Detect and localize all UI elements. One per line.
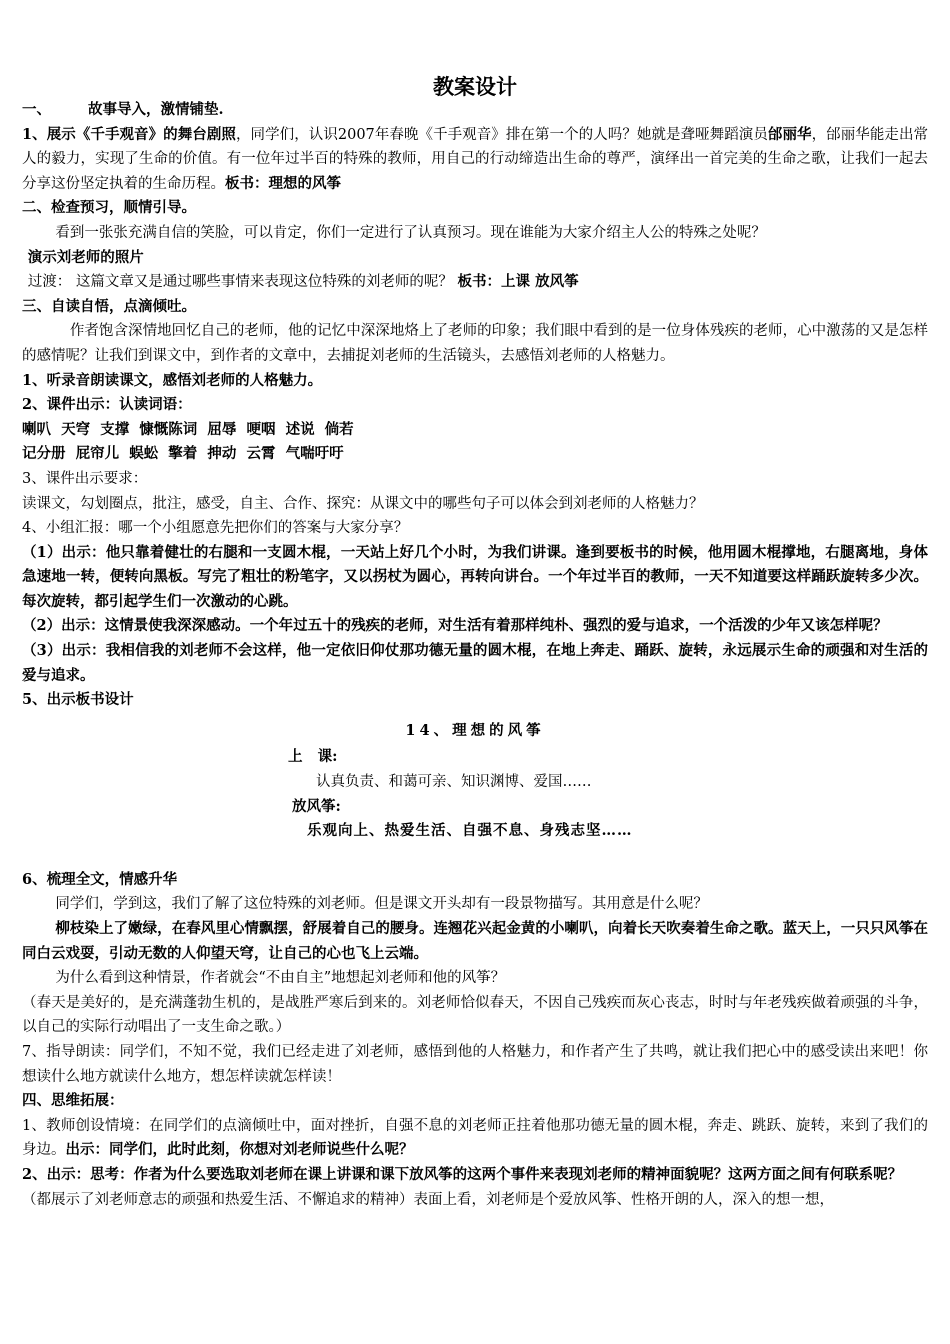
intro-body-1: ，同学们，认识2007年春晚《千手观音》排在第一个的人吗？她就是聋哑舞蹈演员 [235,126,768,143]
section-1-text: 故事导入，激情铺垫. [88,101,224,118]
quote-2: （2）出示：这情景使我深深感动。一个年过五十的残疾的老师，对生活有着那样纯朴、强烈的爱与追求，一个活泼的少年又该怎样呢？ [22,617,888,635]
vocab-line-2: 记分册 屁帘儿 蜈蚣 擎着 抻动 云霄 气喘吁吁 [22,445,344,463]
section-2-heading: 二、检查预习，顺情引导。 [22,199,196,217]
paragraph-think: 2、出示：思考：作者为什么要选取刘老师在课上讲课和课下放风筝的这两个事件来表现刘老师的精神面貌呢？这两方面之间有何联系呢？ [22,1165,903,1183]
step-5: 5、出示板书设计 [22,691,134,709]
paragraph-spring: （春天是美好的，是充满蓬勃生机的，是战胜严寒后到来的。刘老师恰似春天，不因自己残疾而灰心丧志，时时与年老残疾做着顽强的斗争，以自己的实际行动唱出了一支生命之歌。） [22,994,928,1036]
paragraph-transition [22,270,928,295]
intro-name: 邰丽华 [767,125,812,143]
scenario-prompt: 出示：同学们，此时此刻，你想对刘老师说些什么呢？ [65,1141,414,1159]
board-design [22,719,928,844]
quote-1: （1）出示：他只靠着健壮的右腿和一支圆木棍，一天站上好几个小时，为我们讲课。逢到要板书的时候，他用圆木棍撑地，右腿离地，身体急速地一转，便转向黑板。写完了粗壮的粉笔字，又以拐杖为圆心，再转向讲台。一个年过半百的教师，一天不知道要这样踊跃旋转多少次。每次旋转，都引起学生们一次激动的心跳。 [22,543,928,610]
paragraph-scenery-quote: 柳枝染上了嫩绿，在春风里心情飘摆，舒展着自己的腰身。连翘花兴起金黄的小喇叭，向着长天吹奏着生命之歌。蓝天上，一只只风筝在同白云戏耍，引动无数的人仰望天穹，让自己的心也飞上云端。 [22,920,928,962]
scenario-text: 1、教师创设情境：在同学们的点滴倾吐中，面对挫折，自强不息的刘老师正拄着他那功德无量的圆木棍，奔走、跳跃、旋转，来到了我们的身边。 [22,1117,928,1159]
paragraph-requirement: 读课文，勾划圈点，批注，感受，自主、合作、探究：从课文中的哪些句子可以体会到刘老师的人格魅力？ [22,495,704,512]
board-line-class-traits: 认真负责、和蔼可亲、知识渊博、爱国…… [316,774,592,791]
paragraph-scenario [22,1114,928,1163]
transition-board: 板书：上课 放风筝 [457,273,579,291]
paragraph-why: 为什么看到这种情景，作者就会“不由自主”地想起刘老师和他的风筝？ [55,970,506,987]
step-7: 7、指导朗读：同学们，不知不觉，我们已经走进了刘老师，感悟到他的人格魅力，和作者产生了共鸣，就让我们把心中的感受读出来吧！你想读什么地方就读什么地方，想怎样读就怎样读！ [22,1043,928,1085]
step-4: 4、小组汇报：哪一个小组愿意先把你们的答案与大家分享？ [22,520,409,537]
board-line-kite: 放风筝: [292,797,341,815]
step-3: 3、课件出示要求： [22,470,148,487]
step-2: 2、课件出示：认读词语： [22,396,192,414]
section-3-heading: 三、自读自悟，点滴倾吐。 [22,297,196,315]
step-6: 6、梳理全文，情感升华 [22,870,178,888]
section-4-heading: 四、思维拓展： [22,1092,124,1110]
paragraph-intro [22,123,928,197]
quote-3: （3）出示：我相信我的刘老师不会这样，他一定依旧仰仗那功德无量的圆木棍，在地上奔走、踊跃、旋转，永远展示生命的顽强和对生活的爱与追求。 [22,642,928,684]
paragraph-preview: 看到一张张充满自信的笑脸，可以肯定，你们一定进行了认真预习。现在谁能为大家介绍主人公的特殊之处呢？ [55,224,766,241]
intro-board: 板书：理想的风筝 [225,174,341,192]
board-line-class: 上 课: [288,748,338,766]
intro-lead: 1、展示《千手观音》的舞台剧照 [22,125,236,143]
section-1-number: 一、 [22,101,51,118]
step-1: 1、听录音朗读课文，感悟刘老师的人格魅力。 [22,371,323,389]
intro-body-2: ，邰丽华能走出常人的毅力，实现了生命的价值。有一位年过半百的特殊的教师，用自己的行动缔造出生命的尊严，演绎出一首完美的生命之歌，让我们一起去分享这份坚定执着的生命历程。 [22,126,929,192]
paragraph-photo: 演示刘老师的照片 [27,248,144,266]
vocab-line-1: 喇叭 天穹 支撑 慷慨陈词 屈辱 哽咽 述说 倘若 [22,420,354,438]
transition-text: 过渡： 这篇文章又是通过哪些事情来表现这位特殊的刘老师的呢？ [27,274,458,291]
paragraph-scenery-question: 同学们，学到这，我们了解了这位特殊的刘老师。但是课文开头却有一段景物描写。其用意是什么呢？ [55,896,708,913]
lesson-plan-page [22,70,928,1212]
paragraph-answer: （都展示了刘老师意志的顽强和热爱生活、不懈追求的精神）表面上看，刘老师是个爱放风筝、性格开朗的人，深入的想一想， [22,1191,834,1208]
board-title: 14、理想的风筝 [405,721,545,739]
page-title: 教案设计 [433,75,517,99]
paragraph-author: 作者饱含深情地回忆自己的老师，他的记忆中深深地烙上了老师的印象；我们眼中看到的是一位身体残疾的老师，心中激荡的又是怎样的感情呢？让我们到课文中，到作者的文章中，去捕捉刘老师的生活镜头，去感悟刘老师的人格魅力。 [22,323,928,364]
board-line-kite-traits: 乐观向上、热爱生活、自强不息、身残志坚…… [307,822,633,840]
